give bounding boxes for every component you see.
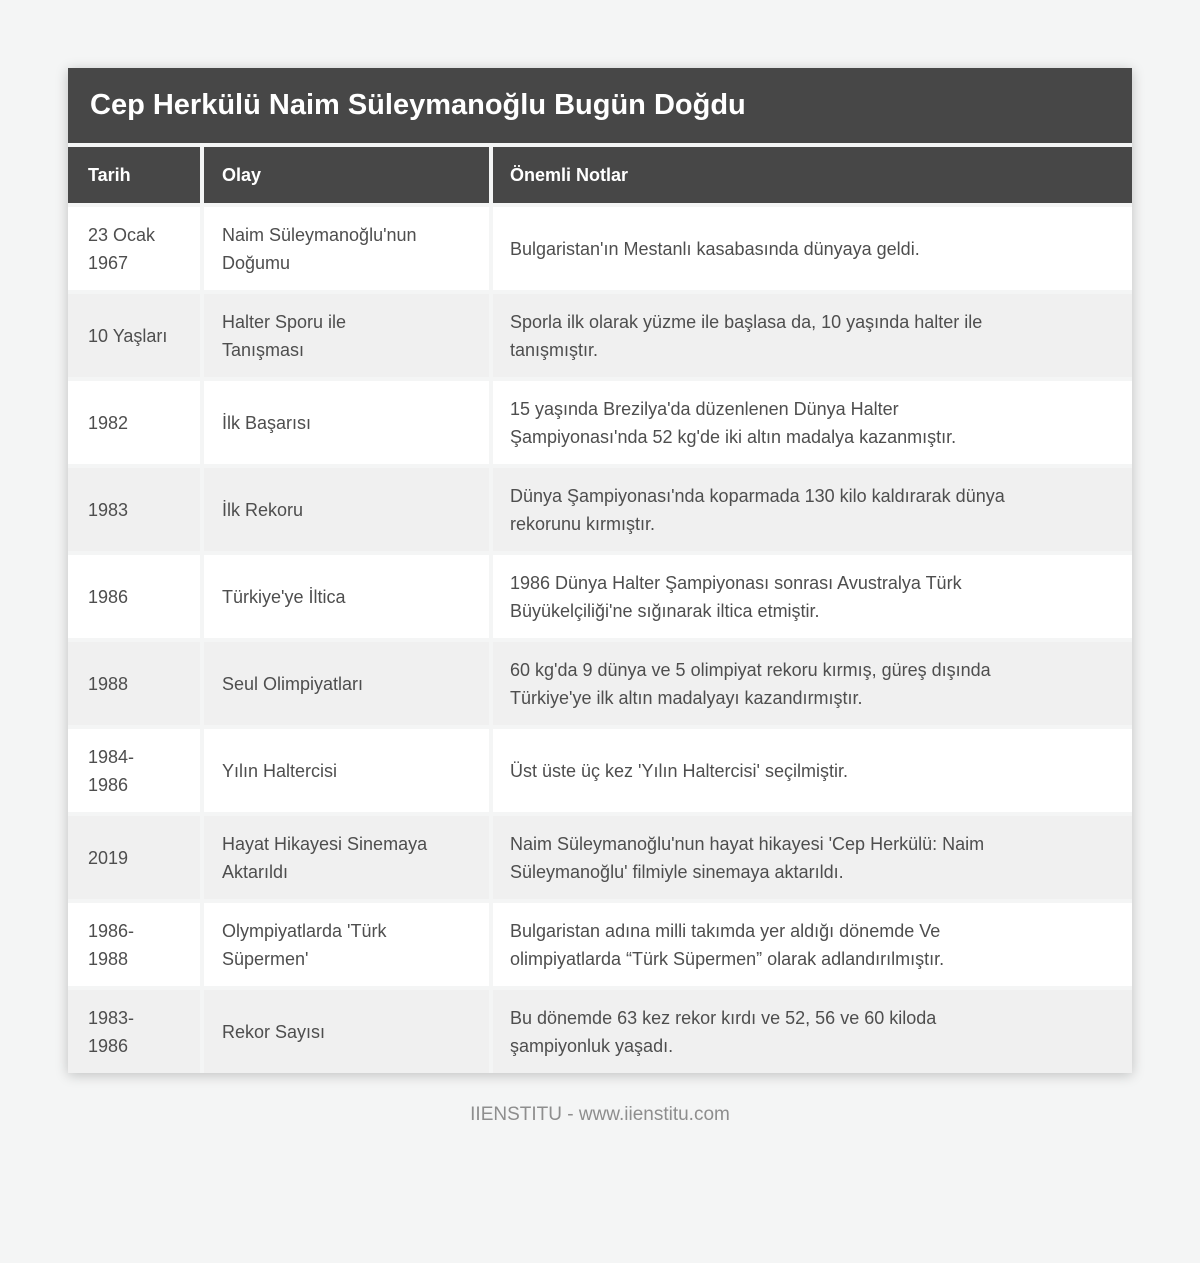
footer-text: IIENSTITU - www.iienstitu.com — [470, 1104, 730, 1125]
table-row — [68, 729, 1132, 812]
row-date-cell: 1986 — [68, 555, 200, 638]
row-note-cell: 1986 Dünya Halter Şampiyonası sonrası Avustralya Türk Büyükelçiliği'ne sığınarak iltica etmiştir. — [493, 555, 1132, 638]
row-event-cell: İlk Başarısı — [204, 381, 489, 464]
row-event-cell: Yılın Haltercisi — [204, 729, 489, 812]
column-header-olay: Olay — [204, 147, 489, 203]
row-date-cell: 1986-1988 — [68, 903, 200, 986]
row-date-cell: 1982 — [68, 381, 200, 464]
row-note-cell: Sporla ilk olarak yüzme ile başlasa da, 10 yaşında halter ile tanışmıştır. — [493, 294, 1132, 377]
table-row — [68, 990, 1132, 1073]
table-row — [68, 468, 1132, 551]
row-note-cell: Bulgaristan'ın Mestanlı kasabasında dünyaya geldi. — [493, 207, 1132, 290]
table-row — [68, 642, 1132, 725]
page-title: Cep Herkülü Naim Süleymanoğlu Bugün Doğdu — [68, 68, 1132, 143]
row-note-cell: Naim Süleymanoğlu'nun hayat hikayesi 'Cep Herkülü: Naim Süleymanoğlu' filmiyle sinemaya aktarıldı. — [493, 816, 1132, 899]
row-note-cell: Dünya Şampiyonası'nda koparmada 130 kilo kaldırarak dünya rekorunu kırmıştır. — [493, 468, 1132, 551]
row-event-cell: Olympiyatlarda 'Türk Süpermen' — [204, 903, 489, 986]
row-event-cell: Rekor Sayısı — [204, 990, 489, 1073]
table-row — [68, 207, 1132, 290]
row-note-cell: Üst üste üç kez 'Yılın Haltercisi' seçilmiştir. — [493, 729, 1132, 812]
row-event-cell: Seul Olimpiyatları — [204, 642, 489, 725]
row-date-cell: 1983-1986 — [68, 990, 200, 1073]
table-row — [68, 903, 1132, 986]
table-row — [68, 816, 1132, 899]
row-note-cell: Bu dönemde 63 kez rekor kırdı ve 52, 56 ve 60 kiloda şampiyonluk yaşadı. — [493, 990, 1132, 1073]
row-note-cell: Bulgaristan adına milli takımda yer aldığı dönemde Ve olimpiyatlarda “Türk Süpermen” olarak adlandırılmıştır. — [493, 903, 1132, 986]
timeline-card — [68, 68, 1132, 1073]
row-date-cell: 2019 — [68, 816, 200, 899]
row-date-cell: 1983 — [68, 468, 200, 551]
table-header — [68, 147, 1132, 203]
column-header-tarih: Tarih — [68, 147, 200, 203]
row-date-cell: 1988 — [68, 642, 200, 725]
row-event-cell: Halter Sporu ile Tanışması — [204, 294, 489, 377]
row-note-cell: 15 yaşında Brezilya'da düzenlenen Dünya Halter Şampiyonası'nda 52 kg'de iki altın madalya kazanmıştır. — [493, 381, 1132, 464]
row-date-cell: 1984-1986 — [68, 729, 200, 812]
row-date-cell: 10 Yaşları — [68, 294, 200, 377]
row-event-cell: İlk Rekoru — [204, 468, 489, 551]
row-event-cell: Türkiye'ye İltica — [204, 555, 489, 638]
table-row — [68, 555, 1132, 638]
row-date-cell: 23 Ocak 1967 — [68, 207, 200, 290]
row-event-cell: Hayat Hikayesi Sinemaya Aktarıldı — [204, 816, 489, 899]
table-row — [68, 294, 1132, 377]
row-note-cell: 60 kg'da 9 dünya ve 5 olimpiyat rekoru kırmış, güreş dışında Türkiye'ye ilk altın madalyayı kazandırmıştır. — [493, 642, 1132, 725]
row-event-cell: Naim Süleymanoğlu'nun Doğumu — [204, 207, 489, 290]
table-body — [68, 207, 1132, 1073]
table-row — [68, 381, 1132, 464]
column-header-onemli-notlar: Önemli Notlar — [493, 147, 1132, 203]
